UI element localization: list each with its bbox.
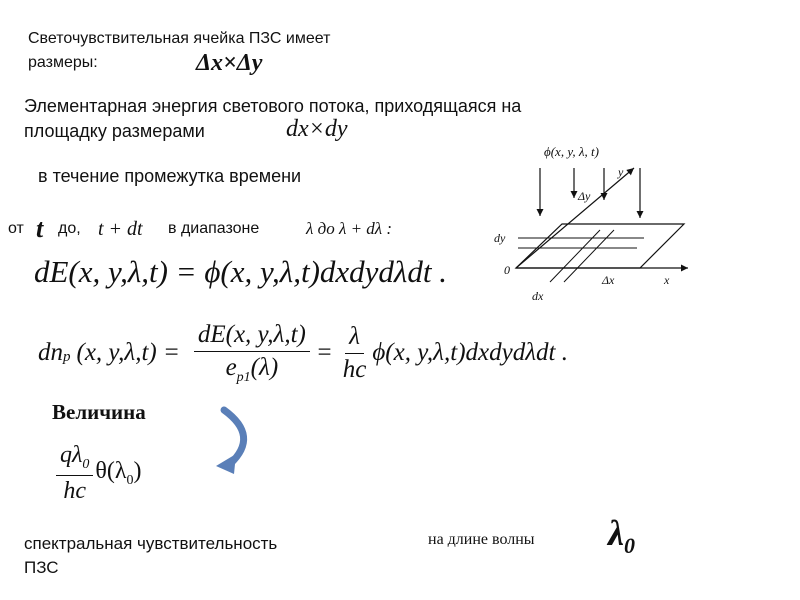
ccd-cell-diagram: [492, 140, 702, 305]
eq2-rhs: ϕ(x, y,λ,t)dxdydλdt .: [372, 339, 569, 366]
quantity-numerator: [56, 442, 93, 476]
eq2-lhs: dn: [38, 339, 63, 366]
time-interval-text: в течение промежутка времени: [38, 166, 302, 186]
delta-x-label: Δx: [602, 273, 615, 287]
theta-text: θ(λ: [95, 458, 127, 484]
from-label: от: [8, 220, 24, 237]
t-symbol: t: [36, 214, 44, 243]
to-label: до,: [58, 220, 81, 237]
intro-line-2: размеры:: [28, 54, 98, 71]
curved-arrow-icon: [212, 402, 262, 478]
theta-sub: 0: [126, 472, 134, 488]
wavelength-text: на длине волны: [428, 531, 535, 548]
lambda0-text: λ: [608, 513, 624, 553]
range-label: в диапазоне: [168, 220, 260, 237]
x-axis-label: x: [664, 273, 670, 287]
eq2-frac1-numerator: dE(x, y,λ,t): [194, 321, 310, 352]
eq2-frac2-denominator: hc: [342, 355, 367, 383]
area-formula: dx×dy: [286, 116, 348, 142]
lambda0-sub: 0: [623, 533, 635, 559]
eq2-frac1-den-arg: (λ): [250, 353, 279, 381]
quantity-label: Величина: [52, 400, 146, 424]
dy-label: dy: [494, 231, 506, 245]
eq2-lhs-sub: p: [63, 348, 71, 365]
sensitivity-line-2: ПЗС: [24, 558, 59, 577]
quantity-fraction: [56, 442, 93, 505]
theta-close: ): [133, 458, 142, 484]
t-plus-dt: t + dt: [98, 218, 143, 240]
lambda0-symbol: [608, 512, 635, 559]
sensitivity-line-1: спектральная чувствительность: [24, 534, 278, 553]
flux-label: ϕ(x, y, λ, t): [544, 144, 599, 159]
eq2-frac1-den-sub: p1: [236, 369, 251, 385]
eq2-frac2-numerator: λ: [345, 323, 364, 354]
eq2-equals: =: [315, 339, 333, 366]
y-axis: [516, 168, 634, 268]
eq2-lhs-args: (x, y,λ,t) =: [76, 339, 180, 366]
eq2-frac1-den-e: e: [225, 353, 237, 381]
quantity-num-text: qλ: [60, 442, 83, 468]
origin-label: 0: [504, 263, 510, 277]
eq2-fraction-2: [339, 323, 371, 384]
lambda-range: λ до λ + dλ :: [306, 219, 393, 238]
quantity-denominator: hc: [63, 477, 87, 504]
quantity-num-sub: 0: [82, 456, 90, 472]
dx-label: dx: [532, 289, 544, 303]
energy-line-1: Элементарная энергия светового потока, приходящаяся на: [24, 96, 522, 116]
eq2-frac1-denominator: [222, 352, 283, 386]
photon-number-equation: [38, 320, 568, 386]
delta-y-label: Δy: [578, 189, 591, 203]
theta-expression: [95, 458, 141, 489]
quantity-formula: [56, 442, 142, 505]
y-axis-label: y: [618, 165, 624, 179]
eq2-fraction-1: [194, 321, 310, 386]
energy-line-2: площадку размерами: [24, 121, 205, 141]
intro-line-1: Светочувствительная ячейка ПЗС имеет: [28, 30, 331, 47]
energy-equation: dE(x, y,λ,t) = ϕ(x, y,λ,t)dxdydλdt .: [34, 254, 447, 289]
cell-size-formula: Δx×Δy: [196, 50, 263, 76]
